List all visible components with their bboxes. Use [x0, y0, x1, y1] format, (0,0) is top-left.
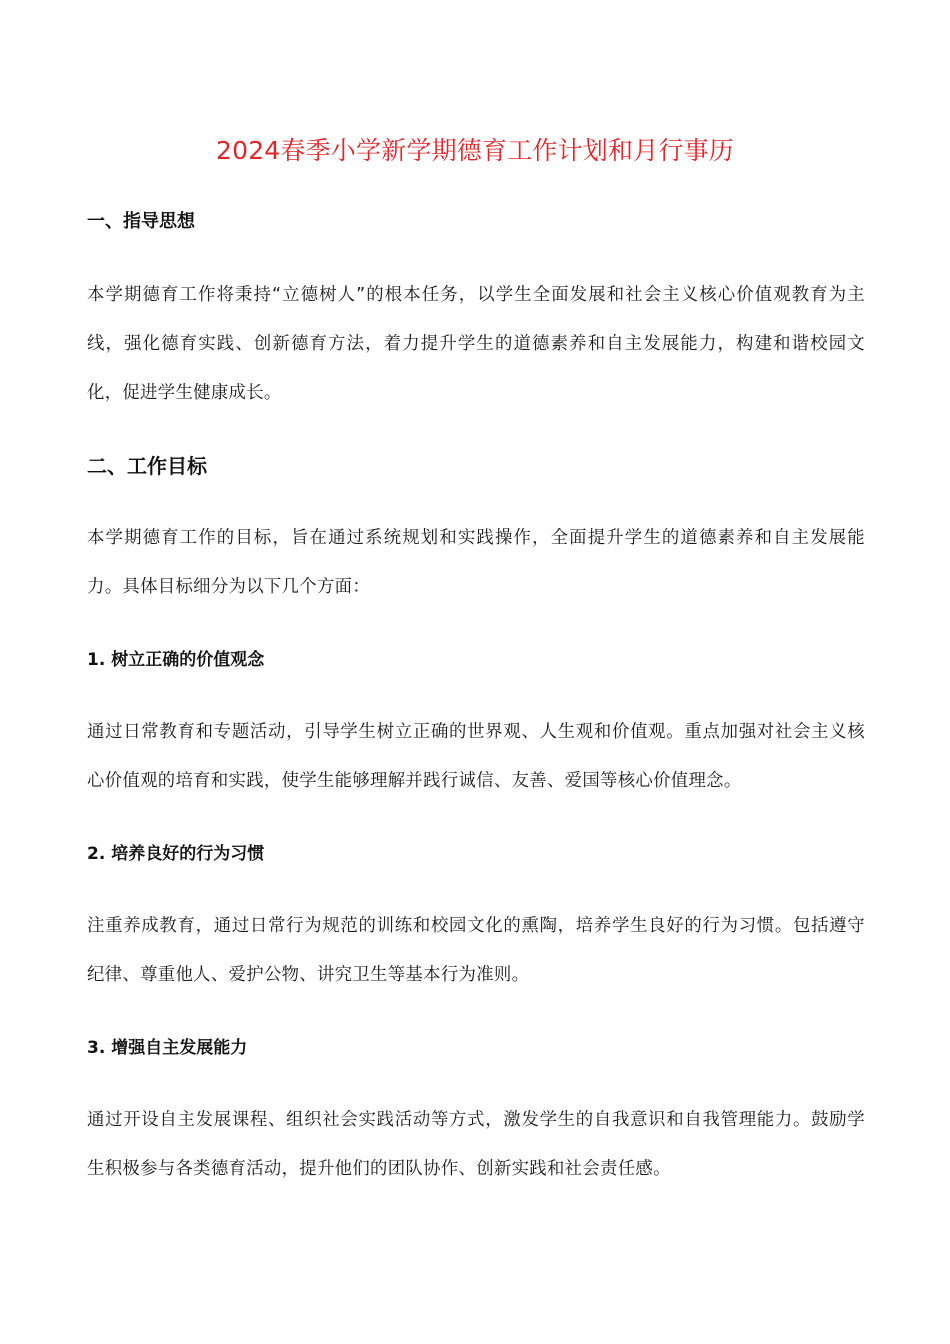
goal1-text: 通过日常教育和专题活动，引导学生树立正确的世界观、人生观和价值观。重点加强对社会主义核心价值观的培育和实践，使学生能够理解并践行诚信、友善、爱国等核心价值理念。	[87, 722, 865, 791]
section-heading-goals: 二、工作目标	[87, 454, 207, 478]
section-text-guiding: 本学期德育工作将秉持“立德树人”的根本任务，以学生全面发展和社会主义核心价值观教育为主线，强化德育实践、创新德育方法，着力提升学生的道德素养和自主发展能力，构建和谐校园文化，促进学生健康成长。	[87, 285, 865, 403]
document-title: 2024春季小学新学期德育工作计划和月行事历	[215, 136, 735, 165]
goal3-heading: 3. 增强自主发展能力	[87, 1038, 248, 1058]
section-heading-guiding: 一、指导思想	[87, 211, 195, 232]
goal3-text: 通过开设自主发展课程、组织社会实践活动等方式，激发学生的自我意识和自我管理能力。鼓励学生积极参与各类德育活动，提升他们的团队协作、创新实践和社会责任感。	[87, 1110, 865, 1179]
goal2-heading: 2. 培养良好的行为习惯	[87, 844, 265, 864]
goal2-text: 注重养成教育，通过日常行为规范的训练和校园文化的熏陶，培养学生良好的行为习惯。包括遵守纪律、尊重他人、爱护公物、讲究卫生等基本行为准则。	[87, 916, 865, 985]
goal1-heading: 1. 树立正确的价值观念	[87, 650, 265, 670]
section-text-goals: 本学期德育工作的目标，旨在通过系统规划和实践操作，全面提升学生的道德素养和自主发展能力。具体目标细分为以下几个方面：	[87, 528, 865, 597]
